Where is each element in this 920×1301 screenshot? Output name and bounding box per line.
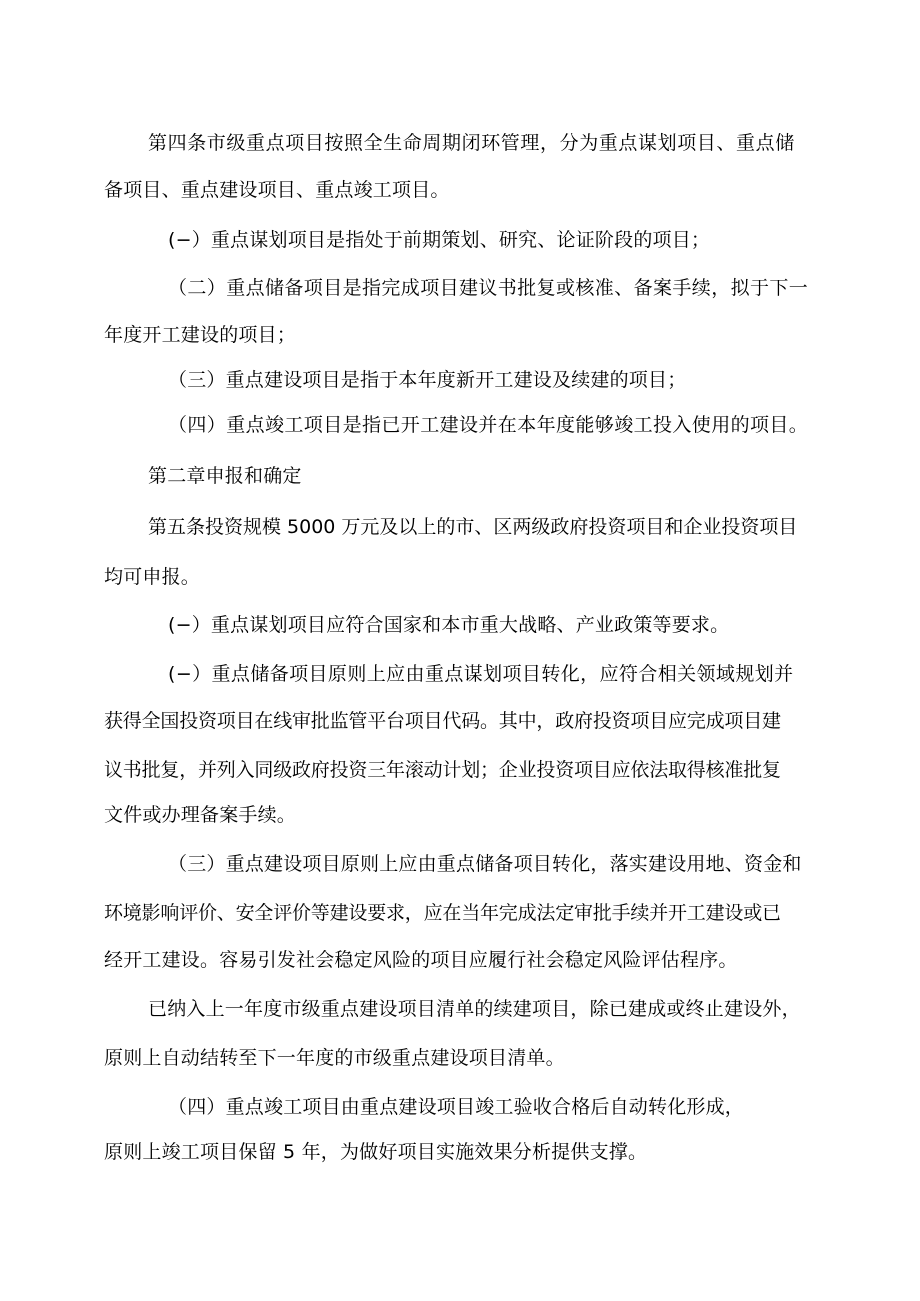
article-5-line-2: 均可申报。 [104, 566, 201, 588]
article-5-clause-2-line-1: (−）重点储备项目原则上应由重点谋划项目转化，应符合相关领域规划并 [168, 663, 794, 685]
clause-2-reserve-line-2: 年度开工建设的项目； [104, 324, 297, 346]
article-5-clause-3-line-1: （三）重点建设项目原则上应由重点储备项目转化，落实建设用地、资金和 [168, 853, 802, 875]
continuation-line-1: 已纳入上一年度市级重点建设项目清单的续建项目，除已建成或终止建设外， [148, 998, 801, 1020]
article-5-clause-2-line-4: 文件或办理备案手续。 [104, 804, 297, 826]
article-4-line-2: 备项目、重点建设项目、重点竣工项目。 [104, 179, 450, 201]
article-5-clause-3-line-2: 环境影响评价、安全评价等建设要求，应在当年完成法定审批手续并开工建设或已 [104, 902, 781, 924]
article-5-clause-2-line-3: 议书批复，并列入同级政府投资三年滚动计划；企业投资项目应依法取得核准批复 [104, 759, 781, 781]
clause-1-planning: (−）重点谋划项目是指处于前期策划、研究、论证阶段的项目； [168, 229, 711, 251]
chapter-2-heading: 第二章申报和确定 [148, 465, 302, 487]
article-5-line-1: 第五条投资规模 5000 万元及以上的市、区两级政府投资项目和企业投资项目 [148, 516, 798, 538]
continuation-line-2: 原则上自动结转至下一年度的市级重点建设项目清单。 [104, 1047, 565, 1069]
article-5-clause-2-line-2: 获得全国投资项目在线审批监管平台项目代码。其中，政府投资项目应完成项目建 [104, 710, 781, 732]
clause-2-reserve-line-1: （二）重点储备项目是指完成项目建议书批复或核准、备案手续，拟于下一 [168, 277, 809, 299]
clause-3-construction: （三）重点建设项目是指于本年度新开工建设及续建的项目； [168, 369, 687, 391]
article-5-clause-4-line-2: 原则上竣工项目保留 5 年，为做好项目实施效果分析提供支撑。 [104, 1141, 648, 1163]
article-5-clause-1: (−）重点谋划项目应符合国家和本市重大战略、产业政策等要求。 [168, 614, 730, 636]
clause-4-completion: （四）重点竣工项目是指已开工建设并在本年度能够竣工投入使用的项目。 [168, 414, 809, 436]
article-4-line-1: 第四条市级重点项目按照全生命周期闭环管理，分为重点谋划项目、重点储 [148, 132, 795, 154]
article-5-clause-3-line-3: 经开工建设。容易引发社会稳定风险的项目应履行社会稳定风险评估程序。 [104, 949, 738, 971]
article-5-clause-4-line-1: （四）重点竣工项目由重点建设项目竣工验收合格后自动转化形成， [168, 1096, 745, 1118]
